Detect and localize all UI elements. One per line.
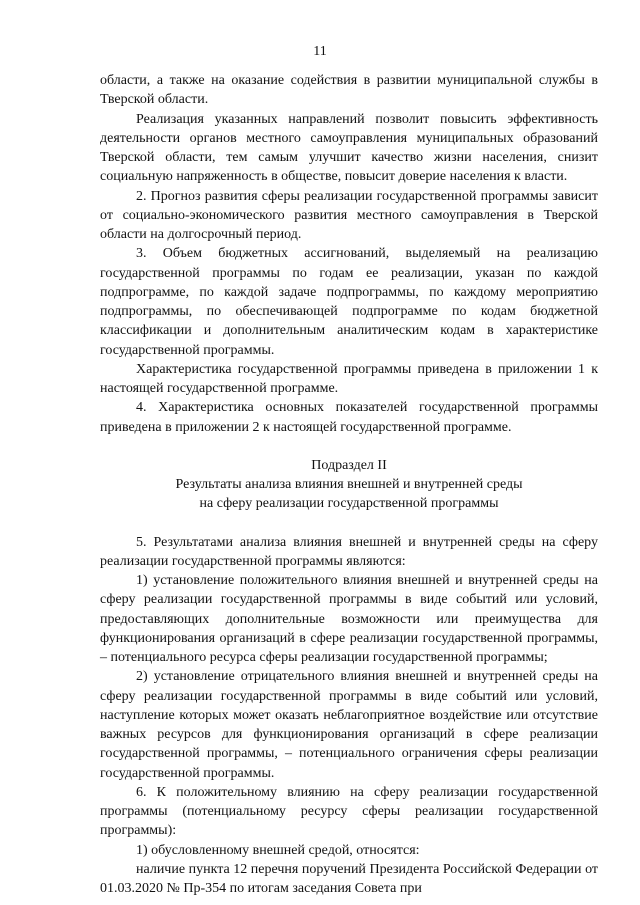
page-number: 11 (313, 44, 327, 59)
section-heading (100, 456, 598, 514)
heading-line: Результаты анализа влияния внешней и внутренней среды (175, 477, 523, 492)
document-body (100, 71, 598, 898)
paragraph: 1) установление положительного влияния внешней и внутренней среды на сферу реализации государственной программы в виде событий или условий, предоставляющих дополнительные возможности или преимущества для функционирования организаций в сфере реализации государственной программы, – потенциального ресурса сферы реализации государственной программы; (100, 573, 598, 665)
heading-line: на сферу реализации государственной программы (199, 496, 499, 512)
paragraph: 4. Характеристика основных показателей государственной программы приведена в приложении 2 к настоящей государственной программе. (100, 400, 598, 435)
spacer (100, 514, 598, 533)
paragraph: 5. Результатами анализа влияния внешней и внутренней среды на сферу реализации государственной программы являются: (100, 534, 598, 569)
paragraph: области, а также на оказание содействия в развитии муниципальной службы в Тверской области. (100, 73, 598, 108)
paragraph: 3. Объем бюджетных ассигнований, выделяемый на реализацию государственной программы по годам ее реализации, указан по каждой подпрограмме, по каждой задаче подпрограммы, по каждому мероприятию подпрограммы, по обеспечивающей подпрограмме по кодам бюджетной классификации и дополнительным аналитическим кодам в характеристике государственной программы. (100, 246, 598, 358)
paragraph: 1) обусловленному внешней средой, относятся: (136, 842, 420, 858)
paragraph: наличие пункта 12 перечня поручений Президента Российской Федерации от 01.03.2020 № Пр-354 по итогам заседания Совета при (100, 861, 598, 896)
paragraph: Реализация указанных направлений позволит повысить эффективность деятельности органов местного самоуправления муниципальных образований Тверской области, тем самым улучшит качество жизни населения, снизит социальную напряженность в обществе, повысит доверие населения к власти. (100, 111, 598, 185)
paragraph: Характеристика государственной программы приведена в приложении 1 к настоящей государственной программе. (100, 361, 598, 396)
paragraph: 2) установление отрицательного влияния внешней и внутренней среды на сферу реализации государственной программы в виде событий или условий, наступление которых может оказать неблагоприятное воздействие или отсутствие важных ресурсов для функционирования организаций в сфере реализации государственной программы, – потенциального ограничения сферы реализации государственной программы. (100, 669, 598, 781)
heading-line: Подраздел II (311, 457, 387, 473)
paragraph: 6. К положительному влиянию на сферу реализации государственной программы (потенциальному ресурсу сферы реализации государственной программы): (100, 784, 598, 839)
paragraph: 2. Прогноз развития сферы реализации государственной программы зависит от социально-экономического развития местного самоуправления в Тверской области на долгосрочный период. (100, 188, 598, 242)
spacer (100, 437, 598, 456)
